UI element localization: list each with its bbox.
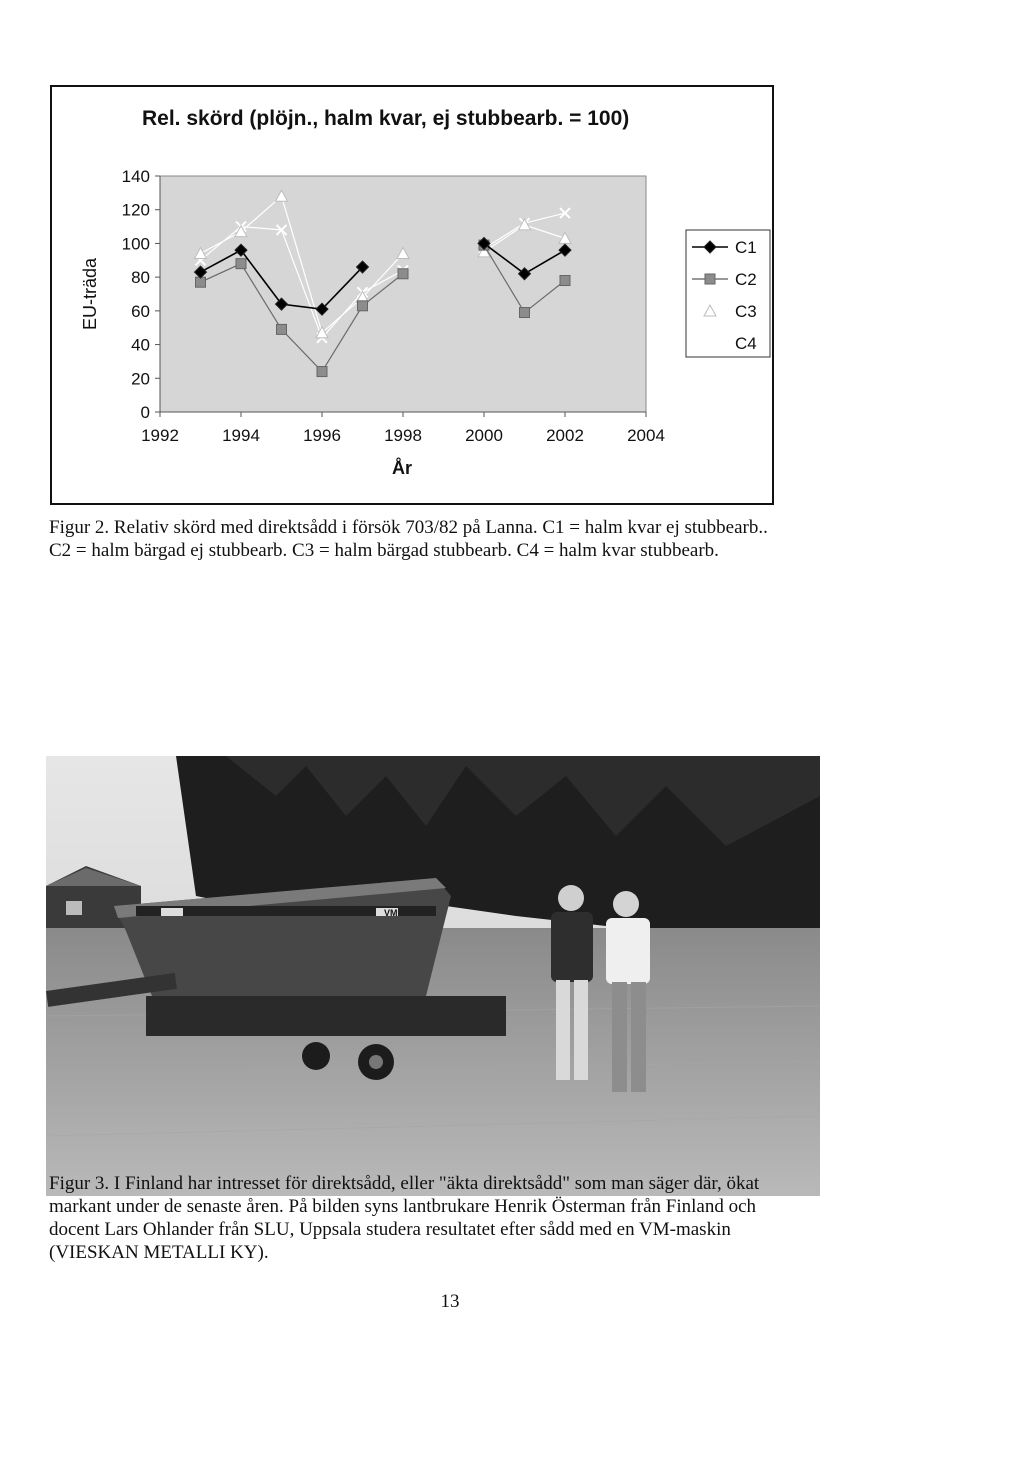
data-point-c2 [520, 308, 530, 318]
y-tick-label: 100 [121, 234, 150, 254]
y-tick-label: 120 [121, 200, 150, 220]
y-tick-label: 0 [140, 403, 150, 422]
figure-3-caption [49, 1172, 829, 1264]
figure-3-caption-line-4: (VIESKAN METALLI KY). [49, 1242, 269, 1263]
x-tick-label: 1994 [222, 426, 260, 445]
legend-label-c4: C4 [735, 334, 757, 353]
x-tick-label: 1992 [141, 426, 179, 445]
photo-illustration [46, 756, 820, 1196]
y-tick-label: 140 [121, 167, 150, 186]
figure-2-caption-line-1: Figur 2. Relativ skörd med direktsådd i försök 703/82 på Lanna. C1 = halm kvar ej stubbearb.. [49, 517, 768, 538]
chart-frame [50, 85, 774, 505]
figure-3-caption-line-2: markant under de senaste åren. På bilden syns lantbrukare Henrik Österman från Finland och [49, 1196, 756, 1217]
data-point-c2 [236, 259, 246, 269]
figure-2-caption-line-2: C2 = halm bärgad ej stubbearb. C3 = halm bärgad stubbearb. C4 = halm kvar stubbearb. [49, 540, 719, 561]
y-tick-label: 80 [131, 268, 150, 288]
legend-label-c1: C1 [735, 238, 757, 257]
legend [686, 230, 770, 357]
plot-area [160, 176, 646, 412]
y-tick-label: 60 [131, 301, 150, 321]
x-tick-label: 2002 [546, 426, 584, 445]
machine-brand-label: VM [384, 908, 398, 918]
chart-title: Rel. skörd (plöjn., halm kvar, ej stubbearb. = 100) [142, 107, 630, 130]
figure-2-caption [49, 516, 809, 562]
figure-3-caption-line-3: docent Lars Ohlander från SLU, Uppsala studera resultatet efter sådd med en VM-maskin [49, 1219, 731, 1240]
data-point-c2 [277, 324, 287, 334]
y-tick-label: 40 [131, 335, 150, 355]
x-tick-label: 2000 [465, 426, 503, 445]
page-number: 13 [440, 1291, 460, 1312]
x-tick-label: 2004 [627, 426, 665, 445]
x-tick-label: 1996 [303, 426, 341, 445]
data-point-c2 [358, 301, 368, 311]
y-axis-label: EU-träda [80, 257, 100, 331]
x-axis [141, 412, 665, 445]
x-axis-label: År [391, 458, 413, 478]
figure-3-caption-line-1: Figur 3. I Finland har intresset för direktsådd, eller "äkta direktsådd" som man säger där, ökat [49, 1173, 760, 1194]
legend-box [686, 230, 770, 357]
x-tick-label: 1998 [384, 426, 422, 445]
data-point-c2 [398, 269, 408, 279]
field-photo [46, 756, 820, 1196]
legend-label-c3: C3 [735, 302, 757, 321]
legend-label-c2: C2 [735, 270, 757, 289]
y-axis [122, 167, 160, 422]
data-point-c2 [317, 367, 327, 377]
y-tick-label: 20 [131, 369, 150, 389]
line-chart [52, 87, 776, 507]
data-point-c2 [560, 276, 570, 286]
legend-marker-c2 [705, 274, 715, 284]
